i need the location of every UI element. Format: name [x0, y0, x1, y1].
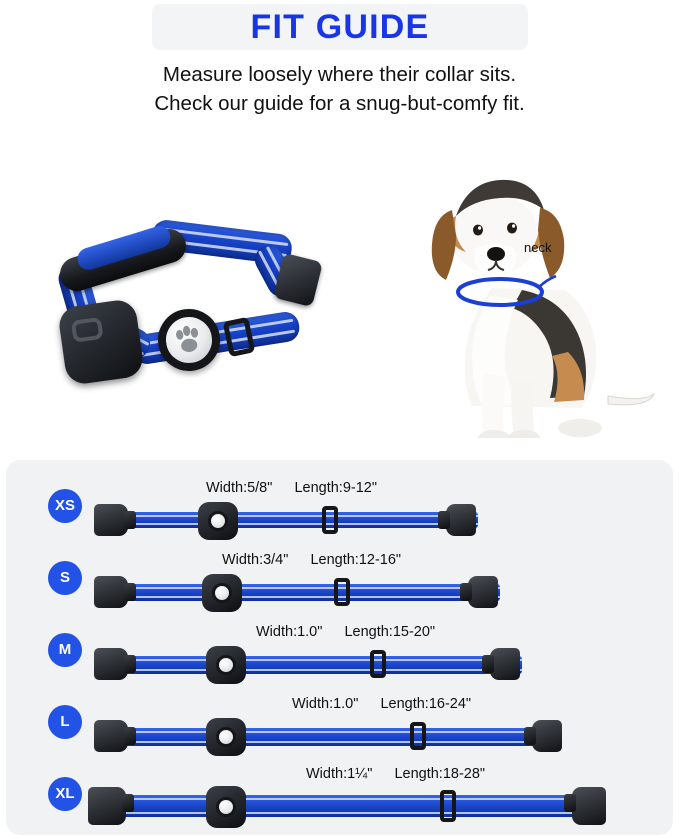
- length-value-m: Length:15-20": [344, 624, 436, 640]
- size-dims-xl: [306, 766, 485, 782]
- size-chart-panel: [6, 460, 673, 835]
- collar-product-image: [40, 215, 350, 415]
- paw-icon: [170, 321, 208, 359]
- length-value-xs: Length:9-12": [294, 480, 377, 496]
- subtitle-line-1: Measure loosely where their collar sits.: [162, 63, 517, 86]
- size-badge-m: M: [48, 633, 82, 667]
- width-value-xl: Width:1¼": [306, 766, 373, 782]
- collar-strip-s: [94, 572, 514, 612]
- airtag-disc: [154, 305, 224, 375]
- width-value-l: Width:1.0": [292, 696, 359, 712]
- length-value-s: Length:12-16": [310, 552, 402, 568]
- subtitle-line-2: Check our guide for a snug-but-comfy fit.: [154, 92, 525, 115]
- size-dims-l: [292, 696, 471, 712]
- collar-strip-xl: [88, 786, 636, 826]
- dog-photo: [372, 138, 662, 438]
- size-dims-m: [256, 624, 435, 640]
- size-dims-s: [222, 552, 401, 568]
- size-dims-xs: [206, 480, 377, 496]
- size-row-l: [6, 686, 673, 758]
- size-badge-xs: XS: [48, 489, 82, 523]
- collar-strip-xs: [94, 500, 494, 540]
- collar-strip-m: [94, 644, 536, 684]
- width-value-s: Width:3/4": [222, 552, 289, 568]
- size-badge-l: L: [48, 705, 82, 739]
- airtag-holder-empty: [57, 298, 145, 386]
- size-row-xl: [6, 758, 673, 830]
- neck-label: neck: [524, 240, 552, 255]
- length-value-l: Length:16-24": [380, 696, 472, 712]
- collar-strip-l: [94, 716, 594, 756]
- size-badge-xl: XL: [48, 777, 82, 811]
- width-value-xs: Width:5/8": [206, 480, 273, 496]
- size-badge-s: S: [48, 561, 82, 595]
- size-row-s: [6, 542, 673, 614]
- page-title: FIT GUIDE: [250, 8, 430, 46]
- length-value-xl: Length:18-28": [394, 766, 486, 782]
- size-row-m: [6, 614, 673, 686]
- page-subtitle: [0, 60, 679, 118]
- size-row-xs: [6, 470, 673, 542]
- width-value-m: Width:1.0": [256, 624, 323, 640]
